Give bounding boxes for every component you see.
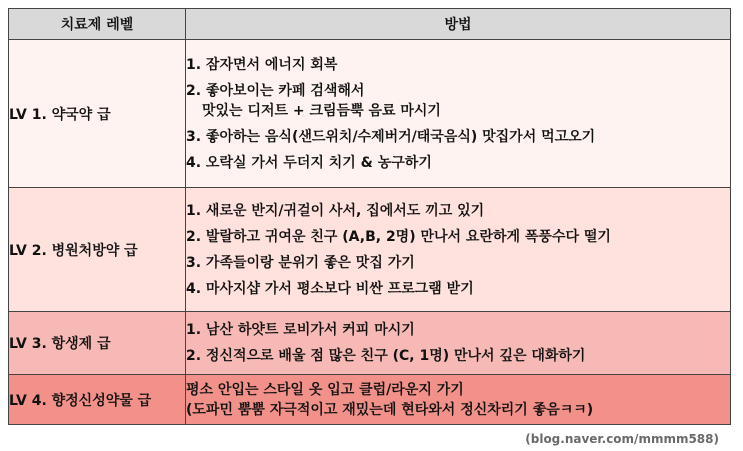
level-label: LV 1. 약국약 급 [9,40,186,188]
level-label: LV 4. 향정신성약물 급 [9,375,186,425]
method-item: 2. 정신적으로 배울 점 많은 친구 (C, 1명) 만나서 깊은 대화하기 [186,348,586,364]
table-header-row [9,9,731,40]
table-row-lv4 [9,375,731,425]
method-item: 2. 발랄하고 귀여운 친구 (A,B, 2명) 만나서 요란하게 폭풍수다 떨기 [186,228,611,245]
method-item: 1. 잠자면서 에너지 회복 [186,56,338,73]
header-method: 방법 [186,9,731,40]
method-list [186,375,731,425]
method-item: 평소 안입는 스타일 옷 입고 클럽/라운지 가기 [186,381,464,398]
method-item: 3. 가족들이랑 분위기 좋은 맛집 가기 [186,254,415,271]
treatment-table [8,8,731,425]
method-item-continued: 맛있는 디저트 + 크림듬뿍 음료 마시기 [202,102,441,119]
method-item: 3. 좋아하는 음식(샌드위치/수제버거/태국음식) 맛집가서 먹고오기 [186,128,596,145]
method-list [186,312,731,375]
level-label: LV 2. 병원처방약 급 [9,188,186,312]
table-row-lv1 [9,40,731,188]
method-item: (도파민 뿜뿜 자극적이고 재밌는데 현타와서 정신차리기 좋음ㅋㅋ) [186,401,594,418]
method-item: 4. 마사지샵 가서 평소보다 비싼 프로그램 받기 [186,280,474,297]
method-item: 1. 새로운 반지/귀걸이 사서, 집에서도 끼고 있기 [186,202,485,219]
method-item: 2. 좋아보이는 카페 검색해서 [186,82,365,99]
method-list [186,40,731,188]
method-item: 1. 남산 하얏트 로비가서 커피 마시기 [186,322,415,338]
table-row-lv2 [9,188,731,312]
source-credit: (blog.naver.com/mmmm588) [525,432,719,446]
level-label: LV 3. 항생제 급 [9,312,186,375]
table-row-lv3 [9,312,731,375]
method-list [186,188,731,312]
header-level: 치료제 레벨 [9,9,186,40]
method-item: 4. 오락실 가서 두더지 치기 & 농구하기 [186,154,432,171]
